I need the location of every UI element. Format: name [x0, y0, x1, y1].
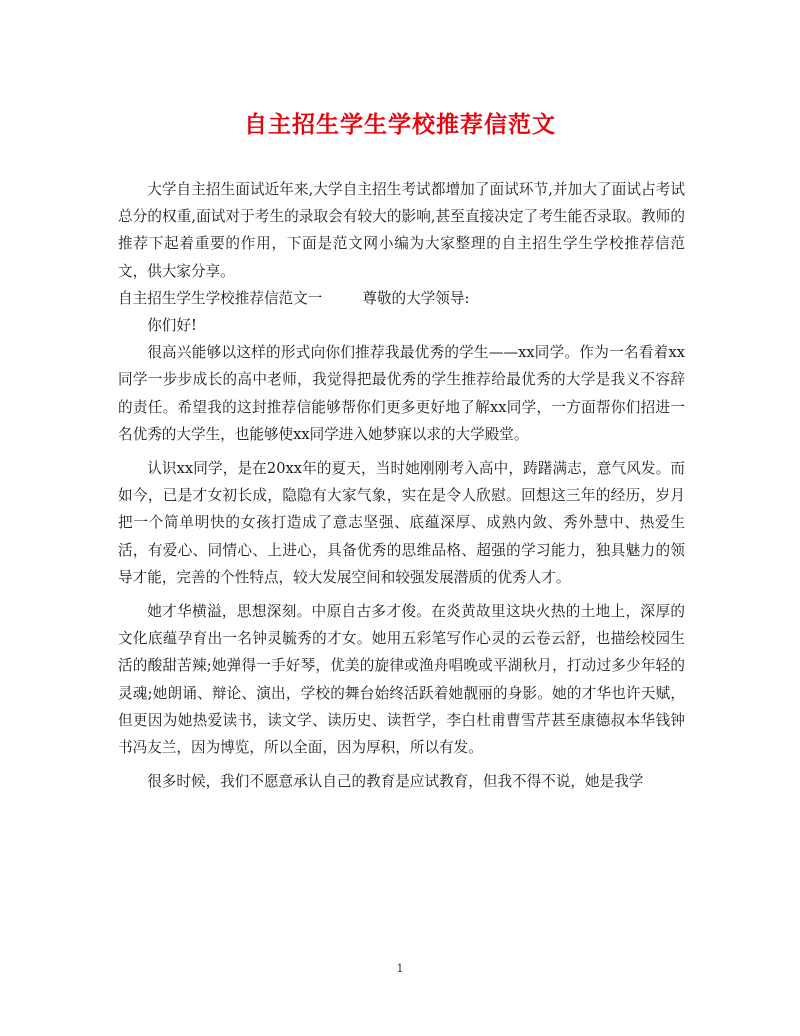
- page-title: 自主招生学生学校推荐信范文: [244, 111, 556, 138]
- recommendation-paragraph: 很高兴能够以这样的形式向你们推荐我最优秀的学生——xx同学。作为一名看着xx同学一步步成长的高中老师，我觉得把最优秀的学生推荐给最优秀的大学是我义不容辞的责任。希望我的这封推荐信能够帮你们更多更好地了解xx同学，一方面帮你们招进一名优秀的大学生，也能够使xx同学进入她梦寐以求的大学殿堂。: [118, 344, 685, 443]
- history-paragraph: 认识xx同学，是在20xx年的夏天，当时她刚刚考入高中，踌躇满志，意气风发。而如今，已是才女初长成，隐隐有大家气象，实在是令人欣慰。回想这三年的经历，岁月把一个简单明快的女孩打造成了意志坚强、底蕴深厚、成熟内敛、秀外慧中、热爱生活，有爱心、同情心、上进心，具备优秀的思维品格、超强的学习能力，独具魅力的领导才能，完善的个性特点，较大发展空间和较强发展潜质的优秀人才。: [118, 460, 685, 586]
- letter-heading-label: 自主招生学生学校推荐信范文一: [118, 289, 323, 307]
- document-body: [118, 176, 685, 795]
- talent-paragraph: 她才华横溢，思想深刻。中原自古多才俊。在炎黄故里这块火热的土地上，深厚的文化底蕴孕育出一名钟灵毓秀的才女。她用五彩笔写作心灵的云卷云舒，也描绘校园生活的酸甜苦辣;她弹得一手好琴，优美的旋律或渔舟唱晚或平湖秋月，打动过多少年轻的灵魂;她朗诵、辩论、演出，学校的舞台始终活跃着她靓丽的身影。她的才华也许天赋，但更因为她热爱读书，读文学、读历史、读哲学，李白杜甫曹雪芹甚至康德叔本华钱钟书冯友兰，因为博览，所以全面，因为厚积，所以有发。: [118, 603, 685, 757]
- letter-salutation: 尊敬的大学领导:: [362, 289, 470, 307]
- greeting-paragraph: 你们好!: [147, 317, 197, 335]
- page-number: 1: [396, 962, 404, 975]
- letter-heading-line: [118, 285, 685, 312]
- intro-paragraph: 大学自主招生面试近年来,大学自主招生考试都增加了面试环节,并加大了面试占考试总分的权重,面试对于考生的录取会有较大的影响,甚至直接决定了考生能否录取。教师的推荐下起着重要的作用，下面是范文网小编为大家整理的自主招生学生学校推荐信范文，供大家分享。: [118, 181, 685, 280]
- education-paragraph: 很多时候，我们不愿意承认自己的教育是应试教育，但我不得不说，她是我学: [147, 773, 644, 791]
